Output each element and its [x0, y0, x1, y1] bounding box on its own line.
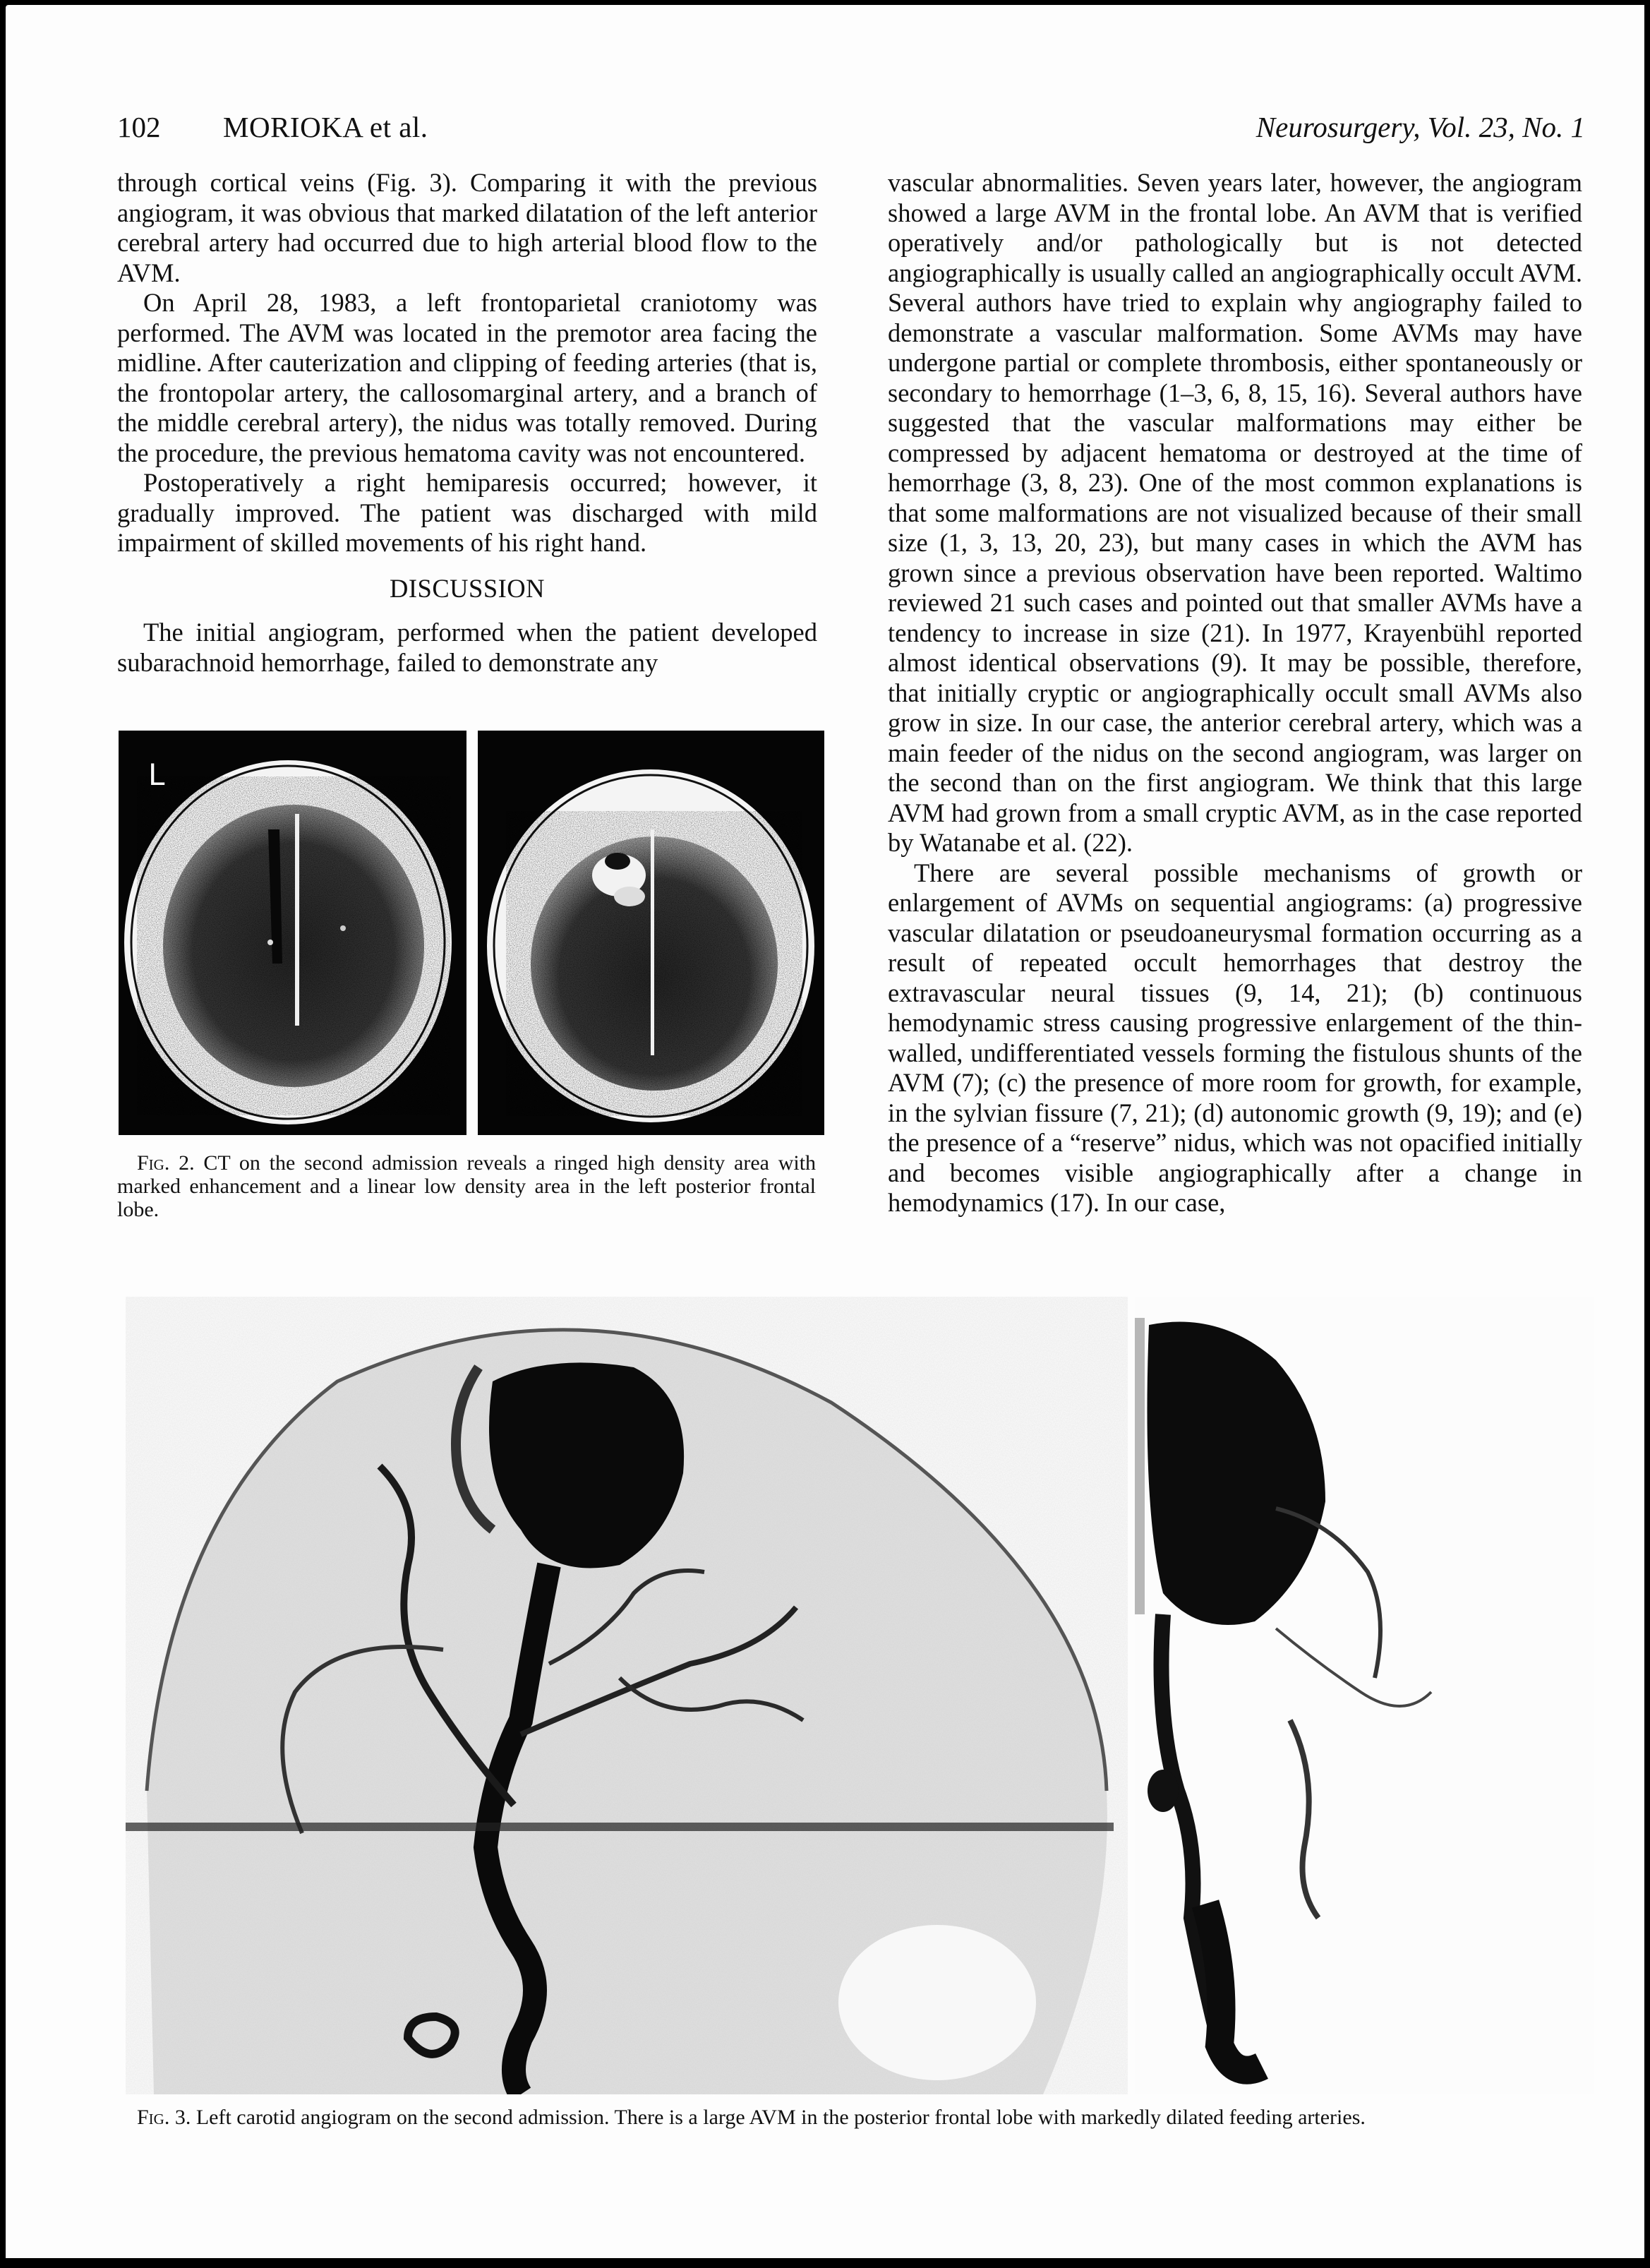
- figure-3-angiograms: [126, 1297, 1594, 2094]
- angiogram-frontal: [1135, 1297, 1594, 2094]
- ct-scan-left-image: [119, 731, 466, 1135]
- figure-3-caption-text: Left carotid angiogram on the second admission. There is a large AVM in the posterior frontal lobe with markedly dilated feeding arteries.: [195, 2106, 1366, 2129]
- ct-scan-right: [478, 731, 824, 1135]
- figure-2-caption: [117, 1151, 816, 1221]
- journal-page: [6, 5, 1644, 2258]
- running-head-journal: Neurosurgery, Vol. 23, No. 1: [1255, 111, 1585, 143]
- figure-2-ct-scans: [119, 731, 824, 1135]
- running-head-authors: MORIOKA et al.: [223, 111, 428, 143]
- right-column: [888, 168, 1582, 1218]
- page-number: 102: [117, 111, 161, 143]
- ct-side-label: L: [148, 757, 165, 792]
- figure-2-label: Fig. 2.: [137, 1151, 195, 1175]
- ct-scan-right-image: [478, 731, 824, 1135]
- figure-2-caption-text: CT on the second admission reveals a ringed high density area with marked enhancement and a linear low density area in the left posterior frontal lobe.: [117, 1151, 817, 1221]
- figure-3-label: Fig. 3.: [137, 2106, 191, 2129]
- section-heading-discussion: DISCUSSION: [390, 573, 545, 603]
- left-column: [117, 168, 817, 678]
- body-paragraph: There are several possible mechanisms of growth or enlargement of AVMs on sequential angiograms: (a) progressive vascular dilatation or pseudoaneurysmal formation occurring as a result of repeated occult hemorrhages that destroy the extravascular neural tissues (9, 14, 21); (b) continuous hemodynamic stress causing progressive enlargement of the thin-walled, undifferentiated vessels forming the fistulous shunts of the AVM (7); (c) the presence of more room for growth, for example, in the sylvian fissure (7, 21); (d) autonomic growth (9, 19); and (e) the presence of a “reserve” nidus, which was not opacified initially and becomes visible angiographically after a change in hemodynamics (17). In our case,: [888, 858, 1582, 1217]
- body-paragraph: Postoperatively a right hemiparesis occurred; however, it gradually improved. The patient was discharged with mild impairment of skilled movements of his right hand.: [117, 468, 817, 557]
- angiogram-lateral: [126, 1297, 1128, 2094]
- angiogram-frontal-image: [1135, 1297, 1594, 2094]
- body-paragraph: through cortical veins (Fig. 3). Comparing it with the previous angiogram, it was obvious that marked dilatation of the left anterior cerebral artery had occurred due to high arterial blood flow to the AVM.: [117, 168, 817, 287]
- body-paragraph: The initial angiogram, performed when the patient developed subarachnoid hemorrhage, failed to demonstrate any: [117, 618, 817, 677]
- figure-3-caption: [117, 2106, 1582, 2129]
- running-head: [117, 109, 1585, 145]
- angiogram-lateral-image: [126, 1297, 1128, 2094]
- ct-scan-left: [119, 731, 466, 1135]
- body-paragraph: vascular abnormalities. Seven years later, however, the angiogram showed a large AVM in the frontal lobe. An AVM that is verified operatively and/or pathologically but is not detected angiographically is usually called an angiographically occult AVM. Several authors have tried to explain why angiography failed to demonstrate a vascular malformation. Some AVMs may have undergone partial or complete thrombosis, either spontaneously or secondary to hemorrhage (1–3, 6, 8, 15, 16). Several authors have suggested that the vascular malformations may either be compressed by adjacent hematoma or destroyed at the time of hemorrhage (3, 8, 23). One of the most common explanations is that some malformations are not visualized because of their small size (1, 3, 13, 20, 23), but many cases in which the AVM has grown since a previous observation have been reported. Waltimo reviewed 21 such cases and pointed out that smaller AVMs have a tendency to increase in size (21). In 1977, Krayenbühl reported almost identical observations (9). It may be possible, therefore, that initially cryptic or angiographically occult small AVMs also grow in size. In our case, the anterior cerebral artery, which was a main feeder of the nidus on the second angiogram, was larger on the second than on the first angiogram. We think that this large AVM had grown from a small cryptic AVM, as in the case reported by Watanabe et al. (22).: [888, 168, 1582, 857]
- body-paragraph: On April 28, 1983, a left frontoparietal craniotomy was performed. The AVM was located in the premotor area facing the midline. After cauterization and clipping of feeding arteries (that is, the frontopolar artery, the callosomarginal artery, and a branch of the middle cerebral artery), the nidus was totally removed. During the procedure, the previous hematoma cavity was not encountered.: [117, 288, 817, 467]
